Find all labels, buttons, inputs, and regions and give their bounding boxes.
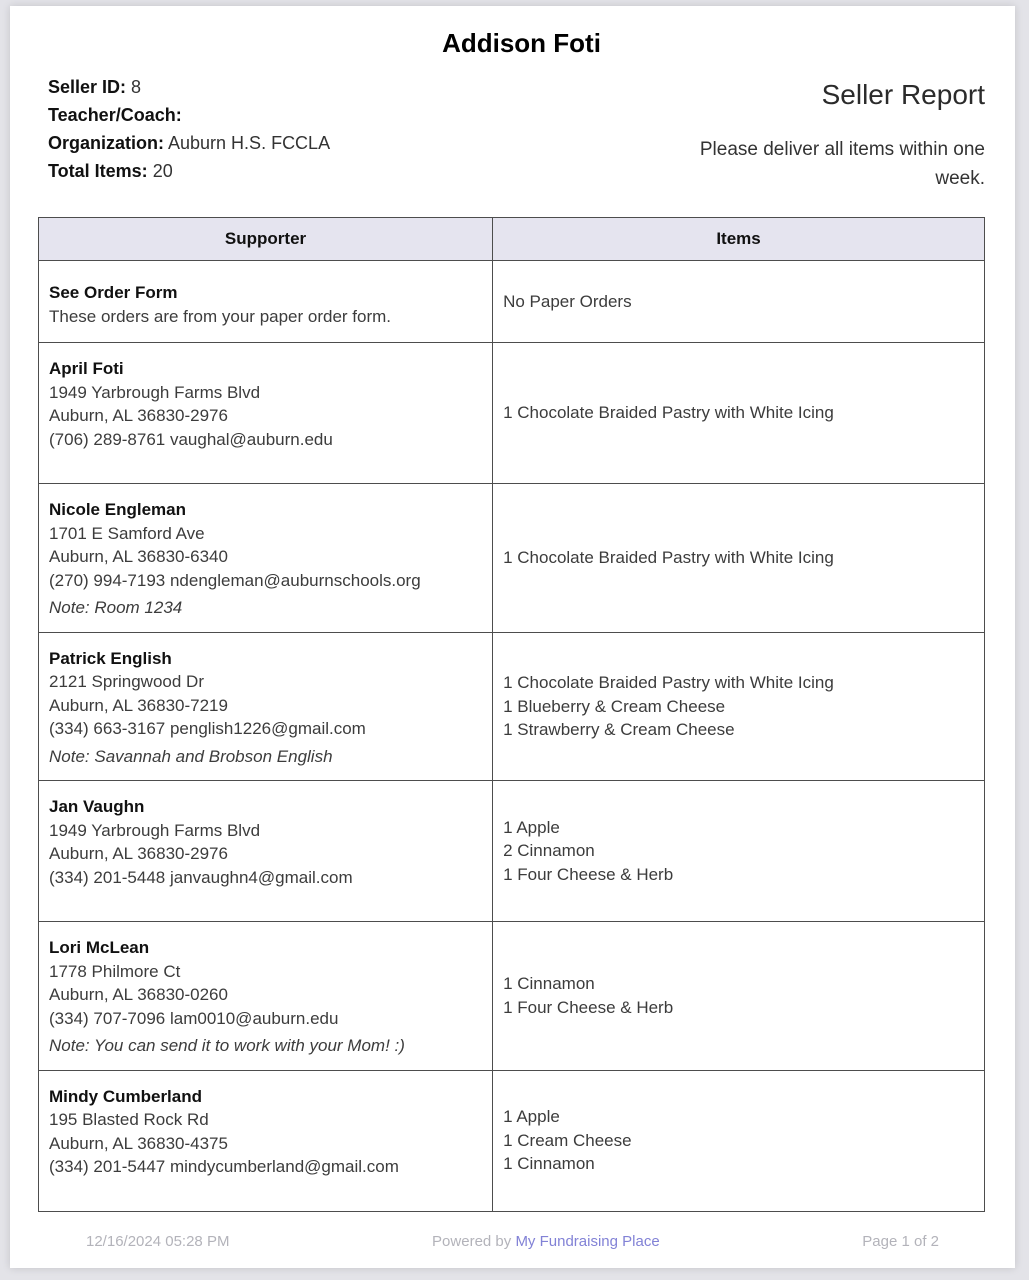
supporter-details xyxy=(49,819,476,890)
table-area xyxy=(10,217,1015,1212)
supporter-details xyxy=(49,381,476,452)
items-cell xyxy=(493,1070,985,1211)
supporter-detail-line: (706) 289-8761 vaughal@auburn.edu xyxy=(49,429,333,449)
supporter-note: Note: Savannah and Brobson English xyxy=(49,746,333,766)
table-row xyxy=(39,484,985,633)
report-block xyxy=(693,79,985,193)
item-line: 1 Chocolate Braided Pastry with White Icing xyxy=(503,403,834,423)
item-line: 1 Cinnamon xyxy=(503,1154,595,1174)
supporter-cell xyxy=(39,343,493,484)
page-number: Page 1 of 2 xyxy=(862,1233,939,1250)
supporter-detail-line: Auburn, AL 36830-7219 xyxy=(49,695,228,715)
supporter-name: Nicole Engleman xyxy=(49,500,186,519)
seller-id-label: Seller ID: xyxy=(48,77,127,97)
item-line: 1 Blueberry & Cream Cheese xyxy=(503,696,726,716)
items-list xyxy=(503,546,974,570)
supporter-detail-line: Auburn, AL 36830-0260 xyxy=(49,985,228,1004)
items-list xyxy=(503,816,974,887)
supporter-detail-line: 1949 Yarbrough Farms Blvd xyxy=(49,820,261,840)
items-cell xyxy=(493,343,985,484)
table-row xyxy=(39,1070,985,1211)
supporter-detail-line: 1949 Yarbrough Farms Blvd xyxy=(49,382,261,402)
item-line: 1 Cream Cheese xyxy=(503,1130,632,1150)
item-line: 1 Strawberry & Cream Cheese xyxy=(503,720,735,739)
page-title: Addison Foti xyxy=(442,28,601,58)
items-list xyxy=(503,401,974,425)
supporter-table-body xyxy=(39,261,985,1212)
supporter-detail-line: 195 Blasted Rock Rd xyxy=(49,1110,209,1129)
items-list xyxy=(503,972,974,1019)
supporter-cell xyxy=(39,781,493,922)
items-column-header: Items xyxy=(493,218,985,261)
supporter-note: Note: Room 1234 xyxy=(49,598,183,617)
supporter-details xyxy=(49,522,476,593)
supporter-name: Patrick English xyxy=(49,648,172,668)
table-row xyxy=(39,261,985,343)
supporter-detail-line: (334) 201-5448 janvaughn4@gmail.com xyxy=(49,867,353,887)
items-list xyxy=(503,290,974,314)
supporter-name: Lori McLean xyxy=(49,938,150,957)
item-line: 1 Cinnamon xyxy=(503,974,595,994)
items-list xyxy=(503,1105,974,1176)
supporter-detail-line: Auburn, AL 36830-2976 xyxy=(49,844,228,863)
supporter-detail-line: (334) 707-7096 lam0010@auburn.edu xyxy=(49,1008,339,1028)
supporter-table xyxy=(38,217,985,1212)
footer-timestamp: 12/16/2024 05:28 PM xyxy=(86,1233,230,1250)
table-header-row xyxy=(39,218,985,261)
supporter-cell xyxy=(39,922,493,1071)
supporter-detail-line: 1778 Philmore Ct xyxy=(49,961,181,981)
items-cell xyxy=(493,632,985,781)
supporter-cell xyxy=(39,261,493,343)
item-line: 2 Cinnamon xyxy=(503,841,595,861)
item-line: 1 Four Cheese & Herb xyxy=(503,997,674,1017)
supporter-detail-line: These orders are from your paper order form. xyxy=(49,306,392,326)
supporter-detail-line: Auburn, AL 36830-4375 xyxy=(49,1133,228,1153)
supporter-note: Note: You can send it to work with your Mom! :) xyxy=(49,1036,405,1055)
page-footer xyxy=(86,1233,939,1250)
item-line: 1 Apple xyxy=(503,817,560,837)
document-page xyxy=(10,6,1015,1268)
organization-value: Auburn H.S. FCCLA xyxy=(168,133,331,153)
table-row xyxy=(39,343,985,484)
supporter-details xyxy=(49,670,476,741)
organization-line xyxy=(48,129,330,157)
total-items-value: 20 xyxy=(152,161,173,181)
supporter-details xyxy=(49,305,476,329)
supporter-detail-line: 2121 Springwood Dr xyxy=(49,672,204,691)
total-items-label: Total Items: xyxy=(48,161,148,181)
items-cell xyxy=(493,922,985,1071)
items-cell xyxy=(493,781,985,922)
delivery-note: Please deliver all items within one week. xyxy=(699,139,985,189)
supporter-detail-line: (334) 663-3167 penglish1226@gmail.com xyxy=(49,719,366,738)
supporter-name: See Order Form xyxy=(49,283,178,302)
supporter-cell xyxy=(39,1070,493,1211)
supporter-name: Mindy Cumberland xyxy=(49,1086,203,1106)
report-title: Seller Report xyxy=(821,79,985,110)
items-cell xyxy=(493,261,985,343)
teacher-coach-line xyxy=(48,101,330,129)
table-row xyxy=(39,922,985,1071)
supporter-details xyxy=(49,1108,476,1179)
seller-info-block xyxy=(48,73,330,193)
item-line: 1 Chocolate Braided Pastry with White Icing xyxy=(503,548,834,567)
supporter-details xyxy=(49,960,476,1031)
organization-label: Organization: xyxy=(48,133,164,153)
items-cell xyxy=(493,484,985,633)
seller-id-line xyxy=(48,73,330,101)
item-line: 1 Four Cheese & Herb xyxy=(503,864,674,884)
total-items-line xyxy=(48,157,330,185)
items-list xyxy=(503,671,974,742)
supporter-detail-line: (270) 994-7193 ndengleman@auburnschools.org xyxy=(49,570,421,590)
supporter-cell xyxy=(39,632,493,781)
supporter-name: Jan Vaughn xyxy=(49,797,145,816)
supporter-detail-line: 1701 E Samford Ave xyxy=(49,523,205,543)
powered-by xyxy=(432,1233,660,1250)
supporter-detail-line: Auburn, AL 36830-6340 xyxy=(49,547,228,566)
supporter-column-header: Supporter xyxy=(39,218,493,261)
document-header xyxy=(10,6,1015,193)
fundraising-place-link[interactable]: My Fundraising Place xyxy=(515,1233,660,1250)
teacher-coach-label: Teacher/Coach: xyxy=(48,105,182,125)
item-line: 1 Chocolate Braided Pastry with White Icing xyxy=(503,673,834,692)
item-line: 1 Apple xyxy=(503,1107,560,1127)
item-line: No Paper Orders xyxy=(503,291,632,311)
supporter-detail-line: Auburn, AL 36830-2976 xyxy=(49,406,228,425)
supporter-name: April Foti xyxy=(49,359,124,378)
powered-by-text: Powered by xyxy=(432,1233,512,1250)
supporter-detail-line: (334) 201-5447 mindycumberland@gmail.com xyxy=(49,1157,399,1176)
table-row xyxy=(39,781,985,922)
seller-id-value: 8 xyxy=(131,77,142,97)
supporter-cell xyxy=(39,484,493,633)
table-row xyxy=(39,632,985,781)
